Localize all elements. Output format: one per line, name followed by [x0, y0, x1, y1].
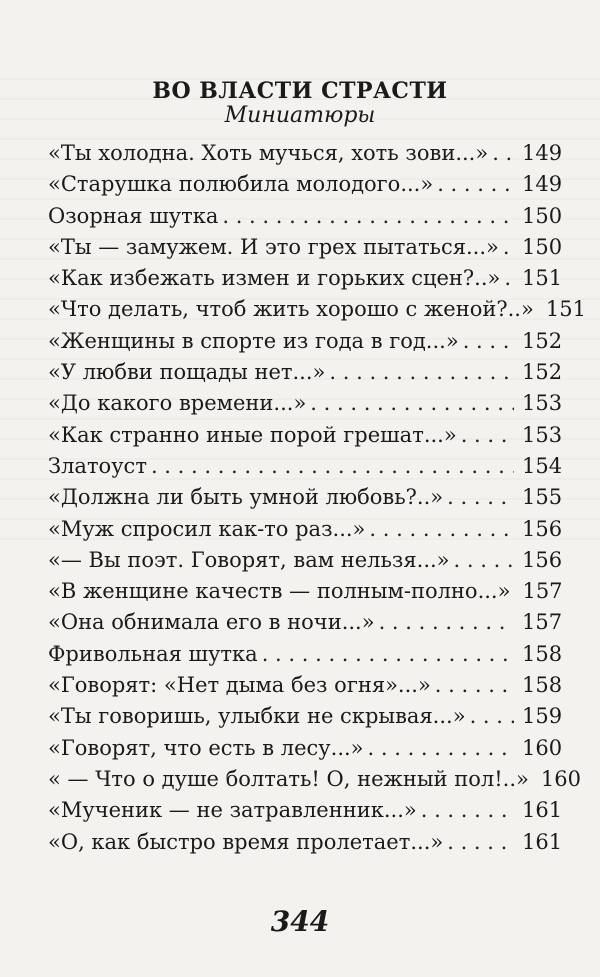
toc-leader-dots: [262, 639, 514, 670]
toc-leader-dots: [369, 514, 514, 545]
toc-entry-page: 154: [522, 453, 563, 478]
toc-leader-dots: [421, 795, 514, 826]
toc-entry-page: 156: [522, 547, 563, 572]
toc-leader-dots: [461, 420, 514, 451]
toc-leader-dots: [435, 670, 514, 701]
toc-entry-page: 150: [522, 234, 563, 259]
toc-entry-page: 152: [522, 328, 563, 353]
toc-entry: [48, 232, 563, 263]
toc-leader-dots: [504, 263, 514, 294]
toc-entry: [48, 514, 563, 545]
toc-entry-page: 155: [522, 485, 563, 510]
toc-entry-title: «У любви пощады нет...»: [48, 360, 326, 385]
toc-entry-page: 158: [522, 673, 563, 698]
toc-leader-dots: [437, 169, 514, 200]
toc-entry-title: «— Вы поэт. Говорят, вам нельзя...»: [48, 547, 450, 572]
toc-leader-dots: [470, 701, 514, 732]
toc-entry-page: 157: [522, 579, 563, 604]
toc-entry-page: 149: [522, 172, 563, 197]
toc-entry: [48, 169, 563, 200]
toc-leader-dots: [379, 607, 514, 638]
section-subtitle: Миниатюры: [224, 103, 376, 128]
toc-entry-title: «Мученик — не затравленник...»: [48, 798, 417, 823]
toc-entry-title: «Муж спросил как-то раз...»: [48, 516, 366, 541]
toc-leader-dots: [503, 232, 514, 263]
toc-entry-title: «Говорят, что есть в лесу...»: [48, 735, 364, 760]
toc-entry-title: «Что делать, чтоб жить хорошо с женой?..»: [48, 297, 534, 322]
toc-entry-page: 152: [522, 360, 563, 385]
toc-leader-dots: [447, 482, 514, 513]
toc-entry: [48, 827, 563, 858]
toc-entry: [48, 607, 563, 638]
toc-entry: [48, 420, 563, 451]
toc-entry: [48, 764, 581, 795]
toc-entry-title: «Как странно иные порой грешат...»: [48, 422, 457, 447]
toc-entry: [48, 795, 563, 826]
toc-entry: [48, 451, 563, 482]
toc-leader-dots: [492, 138, 514, 169]
toc-entry-page: 150: [522, 203, 563, 228]
page-number: 344: [270, 905, 330, 938]
toc-leader-dots: [310, 388, 514, 419]
toc-entry-page: 159: [522, 704, 563, 729]
toc-leader-dots: [463, 326, 514, 357]
toc-entry-page: 160: [522, 735, 563, 760]
toc-entry: [48, 357, 563, 388]
toc-leader-dots: [151, 451, 514, 482]
toc-entry-title: Фривольная шутка: [48, 641, 258, 666]
toc-entry-page: 151: [545, 297, 586, 322]
toc-entry-page: 153: [522, 391, 563, 416]
toc-entry: [48, 733, 563, 764]
toc-entry-title: Златоуст: [48, 453, 147, 478]
toc-entry-page: 153: [522, 422, 563, 447]
toc-leader-dots: [454, 545, 514, 576]
toc-entry-title: «Должна ли быть умной любовь?..»: [48, 485, 444, 510]
toc-entry-title: «Женщины в спорте из года в год...»: [48, 328, 459, 353]
toc-entry: [48, 138, 563, 169]
toc-entry: [48, 701, 563, 732]
toc-entry: [48, 576, 563, 607]
toc-entry-title: «Как избежать измен и горьких сцен?..»: [48, 266, 501, 291]
toc-entry-page: 149: [522, 141, 563, 165]
toc-entry: [48, 639, 563, 670]
toc-entry-title: «Говорят: «Нет дыма без огня»...»: [48, 673, 431, 698]
toc-entry-title: «Старушка полюбила молодого...»: [48, 172, 434, 197]
toc-entry-page: 161: [522, 798, 563, 823]
section-title: ВО ВЛАСТИ СТРАСТИ: [152, 78, 448, 104]
toc-leader-dots: [447, 827, 514, 858]
toc-entry-title: «Ты говоришь, улыбки не скрывая...»: [48, 704, 466, 729]
toc-entry-page: 160: [540, 766, 581, 791]
toc-entry: [48, 201, 563, 232]
table-of-contents: [48, 138, 586, 858]
toc-entry: [48, 326, 563, 357]
toc-entry-title: «Ты холодна. Хоть мучься, хоть зови...»: [48, 141, 489, 165]
toc-entry-title: «Ты — замужем. И это грех пытаться...»: [48, 234, 499, 259]
toc-leader-dots: [222, 201, 514, 232]
toc-entry-page: 156: [522, 516, 563, 541]
toc-entry: [48, 263, 563, 294]
toc-entry: [48, 670, 563, 701]
toc-entry: [48, 388, 563, 419]
toc-entry-title: «О, как быстро время пролетает...»: [48, 829, 444, 854]
toc-entry-page: 161: [522, 829, 563, 854]
toc-leader-dots: [368, 733, 514, 764]
toc-entry-page: 157: [522, 610, 563, 635]
toc-entry-title: «В женщине качеств — полным-полно...»: [48, 579, 511, 604]
toc-leader-dots: [329, 357, 514, 388]
toc-entry-page: 151: [522, 266, 563, 291]
toc-entry: [48, 482, 563, 513]
toc-entry-title: « — Что о душе болтать! О, нежный пол!..»: [48, 766, 529, 791]
toc-entry-title: «До какого времени...»: [48, 391, 307, 416]
toc-entry: [48, 545, 563, 576]
toc-entry-title: Озорная шутка: [48, 203, 219, 228]
toc-entry: [48, 294, 586, 325]
toc-entry-page: 158: [522, 641, 563, 666]
toc-entry-title: «Она обнимала его в ночи...»: [48, 610, 375, 635]
